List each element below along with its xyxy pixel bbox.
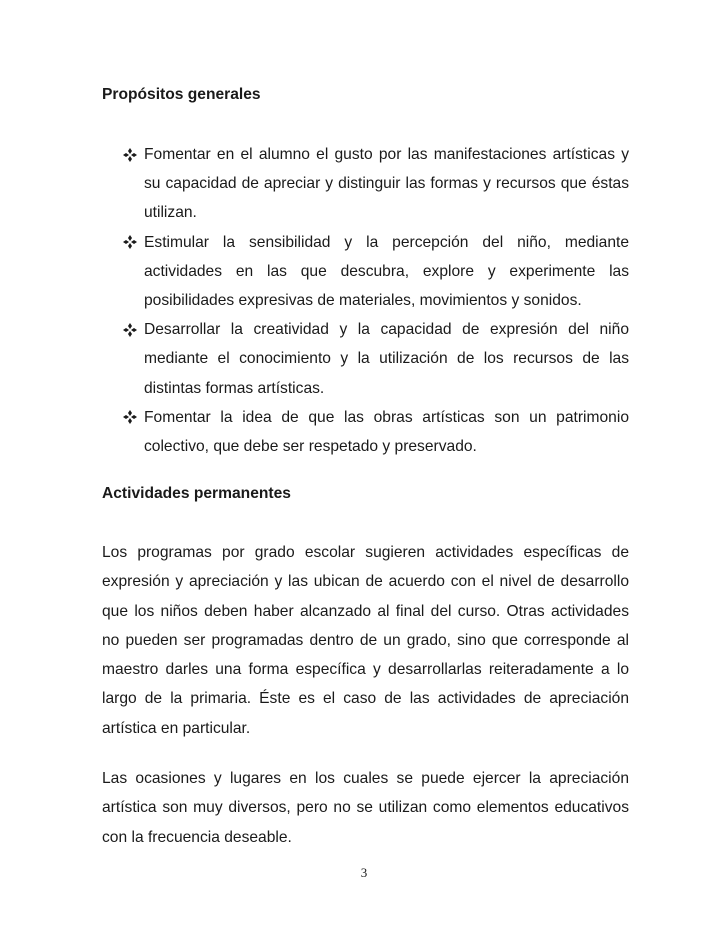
- page-number: 3: [360, 865, 368, 880]
- list-item: [123, 315, 629, 403]
- diamond-bullet-icon: [123, 228, 141, 257]
- list-item: [123, 228, 629, 316]
- list-item: [123, 403, 629, 461]
- diamond-bullet-icon: [123, 403, 141, 432]
- list-item-text: Desarrollar la creatividad y la capacidad de expresión del niño mediante el conocimiento y la utilización de los recursos de las distintas formas artísticas.: [144, 321, 629, 397]
- list-item-text: Fomentar en el alumno el gusto por las manifestaciones artísticas y su capacidad de apreciar y distinguir las formas y recursos que éstas utilizan.: [144, 146, 629, 222]
- list-item-text: Fomentar la idea de que las obras artísticas son un patrimonio colectivo, que debe ser respetado y preservado.: [144, 408, 629, 456]
- diamond-bullet-icon: [123, 140, 141, 169]
- section-heading-purposes: Propósitos generales: [102, 86, 261, 103]
- list-item-text: Estimular la sensibilidad y la percepción del niño, mediante actividades en las que descubra, explore y experimente las posibilidades expresivas de materiales, movimientos y sonidos.: [144, 233, 629, 310]
- list-item: [123, 140, 629, 228]
- purposes-list: [123, 140, 629, 461]
- section-heading-activities: Actividades permanentes: [102, 485, 291, 502]
- body-paragraph: Los programas por grado escolar sugieren actividades específicas de expresión y apreciación y las ubican de acuerdo con el nivel de desarrollo que los niños deben haber alcanzado al final del curso. Otras actividades no pueden ser programadas dentro de un grado, sino que corresponde al maestro darles una forma específica y desarrollarlas reiteradamente a lo largo de la primaria. Éste es el caso de las actividades de apreciación artística en particular.: [102, 544, 629, 737]
- body-paragraph: Las ocasiones y lugares en los cuales se puede ejercer la apreciación artística son muy diversos, pero no se utilizan como elementos educativos con la frecuencia deseable.: [102, 770, 629, 846]
- diamond-bullet-icon: [123, 315, 141, 344]
